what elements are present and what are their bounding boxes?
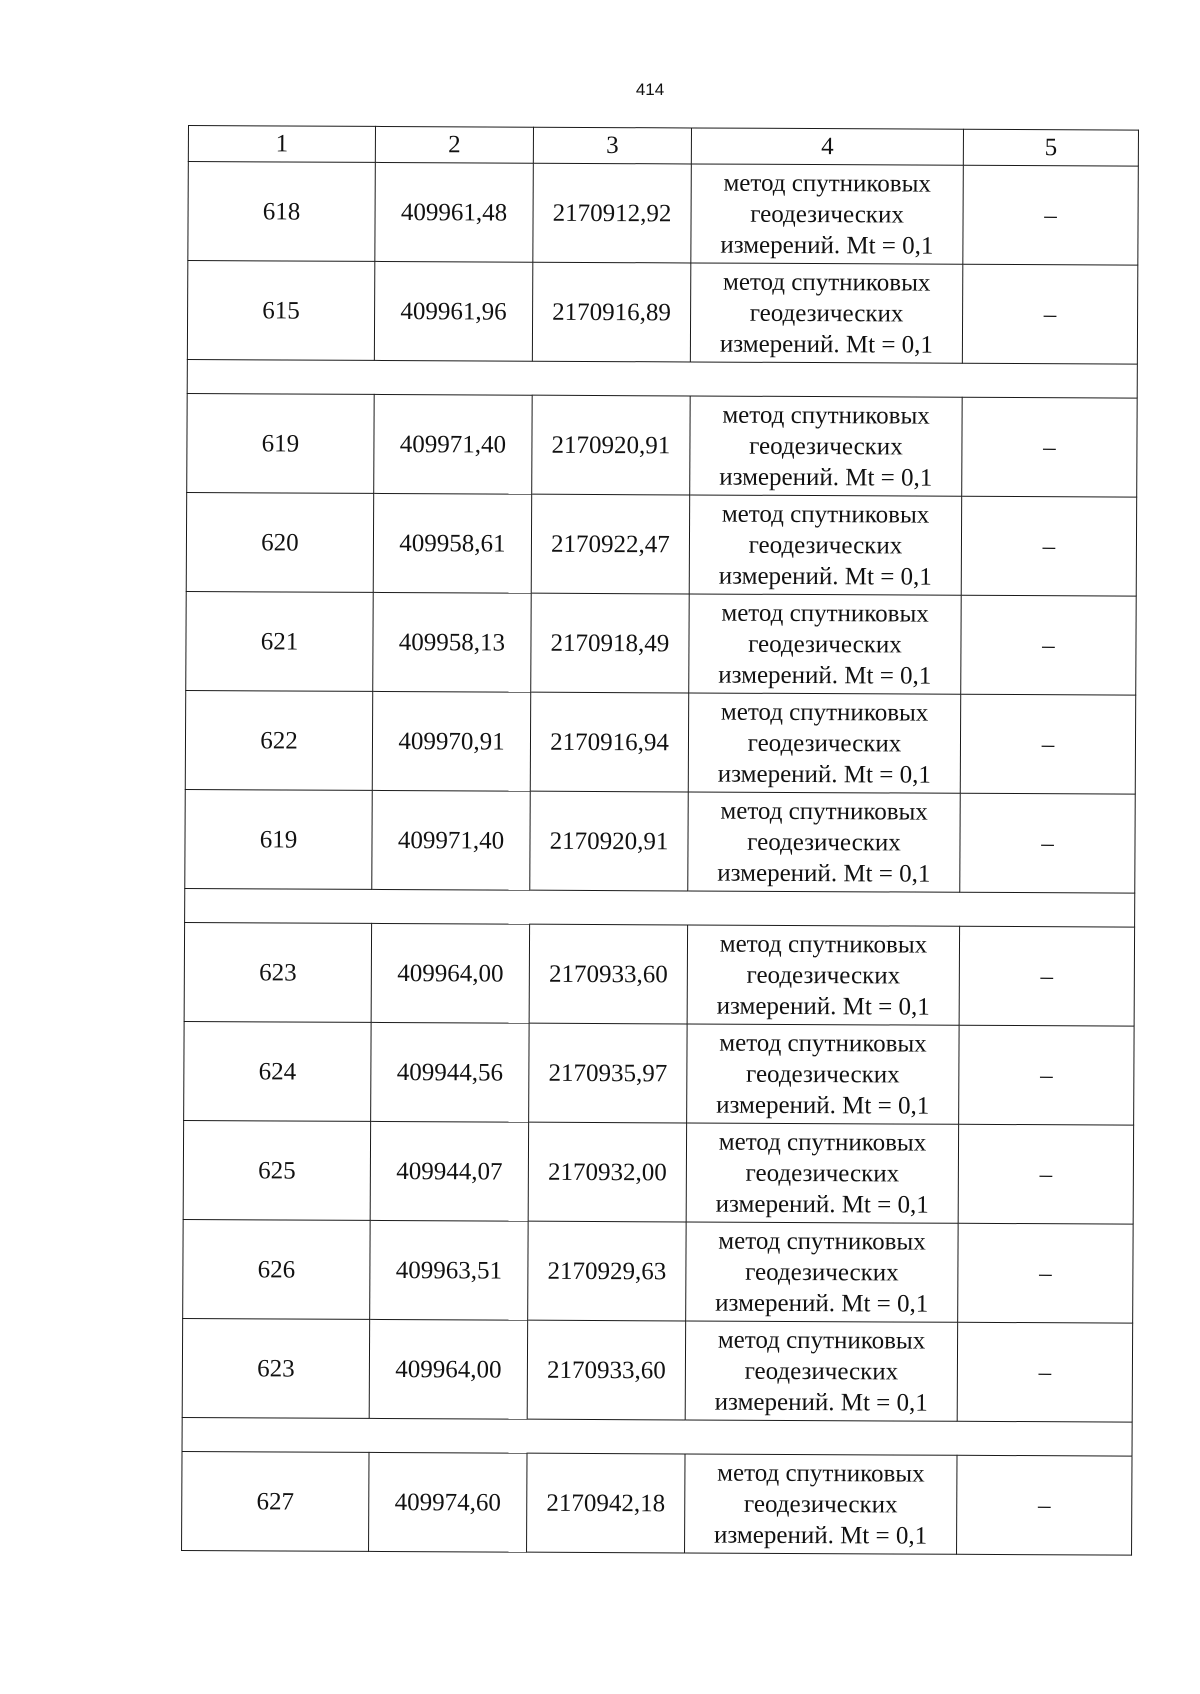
x-coordinate-cell: 409944,56	[371, 1022, 529, 1122]
x-coordinate-cell: 409961,96	[374, 261, 532, 361]
y-coordinate-cell: 2170916,89	[532, 262, 690, 362]
method-line: метод спутниковых	[720, 797, 928, 826]
table-row	[186, 591, 1136, 695]
method-line: метод спутниковых	[718, 1227, 926, 1256]
point-cell: 627	[182, 1451, 369, 1551]
coordinates-table	[181, 125, 1139, 1556]
note-cell: –	[959, 1025, 1134, 1125]
y-coordinate-cell: 2170920,91	[530, 791, 688, 891]
separator-cell	[187, 359, 1137, 398]
table-row	[182, 1318, 1132, 1422]
x-coordinate-cell: 409944,07	[370, 1121, 528, 1221]
point-cell: 615	[187, 261, 374, 361]
method-line: метод спутниковых	[722, 401, 930, 430]
method-line: измерений. Mt = 0,1	[719, 463, 933, 492]
x-coordinate-cell: 409970,91	[372, 691, 530, 791]
method-line: измерений. Mt = 0,1	[717, 760, 931, 789]
column-header: 2	[375, 126, 533, 163]
note-cell: –	[958, 1223, 1133, 1323]
point-cell: 619	[187, 393, 374, 493]
method-line: геодезических	[748, 531, 903, 559]
x-coordinate-cell: 409974,60	[369, 1452, 527, 1552]
method-cell	[691, 164, 963, 264]
x-coordinate-cell: 409958,13	[373, 592, 531, 692]
point-cell: 623	[182, 1318, 369, 1418]
y-coordinate-cell: 2170933,60	[527, 1320, 685, 1420]
point-cell: 620	[186, 492, 373, 592]
method-line: геодезических	[745, 1159, 900, 1187]
x-coordinate-cell: 409971,40	[372, 790, 530, 890]
method-line: метод спутниковых	[720, 698, 929, 727]
method-line: геодезических	[749, 299, 904, 327]
note-cell: –	[958, 1124, 1133, 1224]
method-line: геодезических	[746, 961, 901, 989]
table-row	[185, 789, 1135, 893]
method-line: геодезических	[747, 729, 902, 757]
table-header-row	[188, 126, 1138, 167]
point-cell: 621	[186, 591, 373, 691]
method-line: измерений. Mt = 0,1	[717, 859, 931, 888]
method-line: измерений. Mt = 0,1	[718, 562, 932, 591]
column-header: 1	[188, 126, 375, 163]
method-cell	[690, 396, 962, 496]
method-line: метод спутниковых	[721, 500, 930, 529]
method-cell	[686, 1222, 958, 1322]
column-header: 4	[691, 128, 963, 165]
separator-row	[182, 1417, 1132, 1456]
point-cell: 624	[184, 1021, 371, 1121]
method-line: измерений. Mt = 0,1	[718, 661, 932, 690]
method-line: геодезических	[744, 1357, 899, 1385]
method-line: метод спутниковых	[717, 1459, 925, 1488]
table-row	[185, 690, 1135, 794]
x-coordinate-cell: 409964,00	[369, 1319, 527, 1419]
page-number: 414	[635, 80, 665, 99]
y-coordinate-cell: 2170929,63	[528, 1221, 686, 1321]
separator-cell	[185, 888, 1135, 927]
method-line: геодезических	[745, 1258, 899, 1286]
x-coordinate-cell: 409971,40	[374, 394, 532, 494]
point-cell: 626	[183, 1219, 370, 1319]
y-coordinate-cell: 2170933,60	[529, 924, 687, 1024]
method-cell	[688, 693, 960, 793]
method-line: геодезических	[749, 432, 903, 460]
note-cell: –	[957, 1322, 1132, 1422]
method-line: метод спутниковых	[723, 169, 931, 198]
point-cell: 622	[185, 690, 372, 790]
note-cell: –	[957, 1455, 1132, 1555]
method-cell	[690, 263, 962, 363]
method-line: измерений. Mt = 0,1	[720, 231, 934, 260]
method-line: геодезических	[746, 1060, 900, 1088]
method-line: измерений. Mt = 0,1	[715, 1190, 929, 1219]
table-row	[183, 1120, 1133, 1224]
table-row	[184, 922, 1134, 1026]
method-line: метод спутниковых	[718, 1128, 927, 1157]
method-line: метод спутниковых	[722, 268, 931, 297]
table-row	[187, 393, 1137, 497]
separator-row	[187, 359, 1137, 398]
x-coordinate-cell: 409961,48	[375, 162, 533, 262]
method-cell	[689, 495, 961, 595]
note-cell: –	[959, 926, 1134, 1026]
table-row	[182, 1451, 1132, 1555]
column-header: 3	[533, 127, 691, 164]
method-cell	[685, 1454, 957, 1554]
method-line: метод спутниковых	[721, 599, 929, 628]
method-line: геодезических	[748, 630, 902, 658]
note-cell: –	[960, 793, 1135, 893]
separator-row	[185, 888, 1135, 927]
y-coordinate-cell: 2170935,97	[529, 1023, 687, 1123]
y-coordinate-cell: 2170942,18	[527, 1453, 685, 1553]
x-coordinate-cell: 409958,61	[373, 493, 531, 593]
method-line: метод спутниковых	[717, 1326, 926, 1355]
method-line: измерений. Mt = 0,1	[714, 1388, 928, 1417]
x-coordinate-cell: 409963,51	[370, 1220, 528, 1320]
method-line: метод спутниковых	[719, 930, 928, 959]
method-line: метод спутниковых	[719, 1029, 927, 1058]
table-row	[184, 1021, 1134, 1125]
note-cell: –	[961, 595, 1136, 695]
note-cell: –	[962, 397, 1137, 497]
method-cell	[689, 594, 961, 694]
method-cell	[686, 1123, 958, 1223]
note-cell: –	[963, 165, 1138, 265]
method-line: измерений. Mt = 0,1	[716, 992, 930, 1021]
y-coordinate-cell: 2170916,94	[530, 692, 688, 792]
column-header: 5	[963, 129, 1138, 166]
point-cell: 625	[183, 1120, 370, 1220]
method-cell	[685, 1321, 957, 1421]
y-coordinate-cell: 2170920,91	[532, 395, 690, 495]
note-cell: –	[961, 496, 1136, 596]
note-cell: –	[962, 264, 1137, 364]
method-cell	[687, 925, 959, 1025]
method-line: измерений. Mt = 0,1	[719, 330, 934, 359]
table-row	[188, 162, 1138, 266]
method-cell	[687, 1024, 959, 1124]
y-coordinate-cell: 2170932,00	[528, 1122, 686, 1222]
table-row	[186, 492, 1136, 596]
point-cell: 623	[184, 922, 371, 1022]
y-coordinate-cell: 2170922,47	[531, 494, 689, 594]
note-cell: –	[960, 694, 1135, 794]
y-coordinate-cell: 2170918,49	[531, 593, 689, 693]
separator-cell	[182, 1417, 1132, 1456]
method-line: геодезических	[743, 1490, 898, 1518]
point-cell: 619	[185, 789, 372, 889]
method-line: геодезических	[750, 200, 904, 228]
method-line: геодезических	[747, 828, 901, 856]
point-cell: 618	[188, 162, 375, 262]
method-line: измерений. Mt = 0,1	[715, 1289, 929, 1318]
table-body	[182, 162, 1139, 1556]
method-line: измерений. Mt = 0,1	[714, 1521, 928, 1550]
method-line: измерений. Mt = 0,1	[716, 1091, 930, 1120]
method-cell	[688, 792, 960, 892]
table-row	[183, 1219, 1133, 1323]
y-coordinate-cell: 2170912,92	[533, 163, 691, 263]
x-coordinate-cell: 409964,00	[371, 923, 529, 1023]
table-row	[187, 261, 1137, 365]
